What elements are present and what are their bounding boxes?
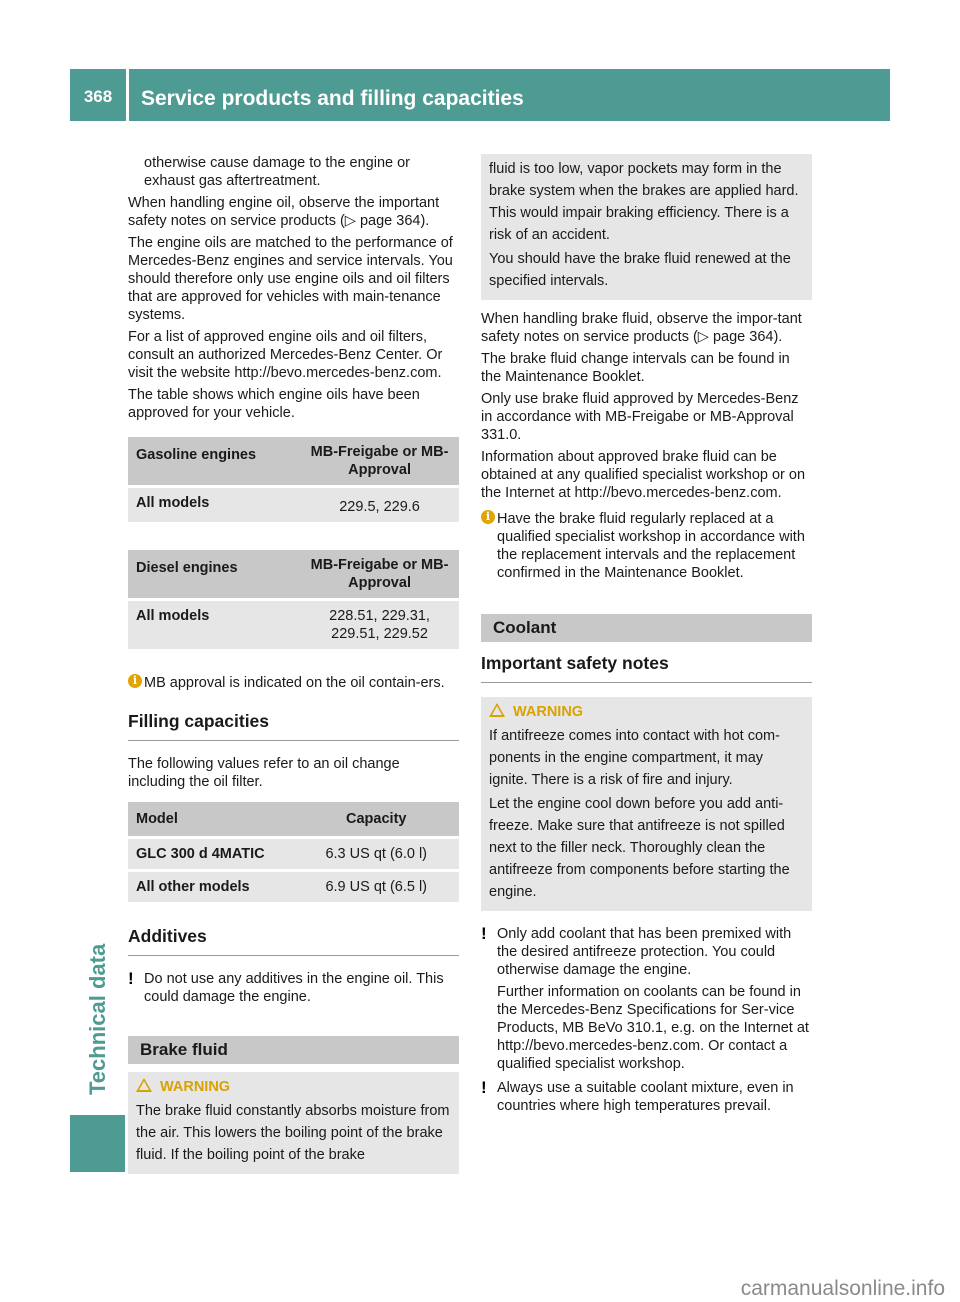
warning-text: Let the engine cool down before you add anti-freeze. Make sure that antifreeze is not spilled next to the filler neck. Thoroughly clean the antifreeze from components before starting the engine. bbox=[489, 796, 790, 900]
table-row bbox=[128, 872, 459, 902]
coolant-band: Coolant bbox=[481, 614, 812, 642]
filling-capacities-heading: Filling capacities bbox=[128, 710, 459, 741]
gasoline-approval-table bbox=[128, 434, 459, 525]
caution-note-text: Only add coolant that has been premixed with the desired antifreeze protection. You could otherwise damage the engine. bbox=[497, 926, 792, 978]
right-column bbox=[481, 154, 812, 1115]
table-cell: 228.51, 229.31, 229.51, 229.52 bbox=[300, 601, 459, 649]
paragraph: The table shows which engine oils have been approved for your vehicle. bbox=[128, 387, 420, 421]
diesel-approval-table bbox=[128, 547, 459, 652]
warning-triangle-icon bbox=[489, 703, 505, 717]
table-header-cell: Gasoline engines bbox=[128, 437, 300, 485]
table-cell: GLC 300 d 4MATIC bbox=[128, 839, 294, 869]
brake-fluid-band: Brake fluid bbox=[128, 1036, 459, 1064]
paragraph: When handling brake fluid, observe the impor-tant safety notes on service products (▷ page 364). bbox=[481, 311, 802, 345]
exclamation-icon: ! bbox=[481, 924, 487, 943]
table-cell: All other models bbox=[128, 872, 294, 902]
table-cell: 6.9 US qt (6.5 l) bbox=[294, 872, 460, 902]
caution-note bbox=[481, 925, 812, 1073]
warning-label: WARNING bbox=[513, 704, 584, 720]
caution-note bbox=[128, 970, 459, 1006]
table-header-cell: MB-Freigabe or MB-Approval bbox=[300, 437, 459, 485]
table-cell: 6.3 US qt (6.0 l) bbox=[294, 839, 460, 869]
coolant-warning-box bbox=[481, 697, 812, 911]
paragraph: Information about approved brake fluid can be obtained at any qualified specialist workshop or on the Internet at http://bevo.mercedes-benz.com. bbox=[481, 449, 806, 501]
warning-text: You should have the brake fluid renewed at the specified intervals. bbox=[489, 251, 791, 289]
table-row bbox=[128, 839, 459, 869]
info-icon: i bbox=[481, 510, 495, 524]
info-icon: i bbox=[128, 674, 142, 688]
table-header-cell: Model bbox=[128, 802, 294, 836]
caution-note-text: Do not use any additives in the engine oil. This could damage the engine. bbox=[144, 971, 444, 1005]
paragraph: When handling engine oil, observe the important safety notes on service products (▷ page 364). bbox=[128, 195, 440, 229]
paragraph: The engine oils are matched to the performance of Mercedes-Benz engines and service intervals. You should therefore only use engine oils and oil filters that are approved for vehicles with main-tenance systems. bbox=[128, 235, 453, 323]
page-number: 368 bbox=[83, 87, 113, 106]
table-header-cell: Capacity bbox=[294, 802, 460, 836]
brake-warning-continued-box bbox=[481, 154, 812, 300]
important-safety-notes-heading: Important safety notes bbox=[481, 652, 812, 683]
side-section-label: Technical data bbox=[85, 943, 110, 1095]
table-header-cell: MB-Freigabe or MB-Approval bbox=[300, 550, 459, 598]
paragraph: For a list of approved engine oils and oil filters, consult an authorized Mercedes-Benz Center. Or visit the website http://bevo.mercedes-benz.com. bbox=[128, 329, 443, 381]
brake-warning-box bbox=[128, 1072, 459, 1174]
info-note-text: Have the brake fluid regularly replaced at a qualified specialist workshop in accordance with the replacement intervals and the replacement confirmed in the Maintenance Booklet. bbox=[497, 511, 805, 581]
paragraph: The brake fluid change intervals can be found in the Maintenance Booklet. bbox=[481, 351, 790, 385]
table-cell: All models bbox=[128, 488, 300, 522]
watermark: carmanualsonline.info bbox=[740, 1277, 945, 1300]
info-note-text: MB approval is indicated on the oil contain-ers. bbox=[144, 675, 445, 691]
exclamation-icon: ! bbox=[481, 1078, 487, 1097]
table-header-cell: Diesel engines bbox=[128, 550, 300, 598]
caution-note-text: Further information on coolants can be found in the Mercedes-Benz Specifications for Ser-vice Products, MB BeVo 310.1, e.g. on the Internet at http://bevo.mercedes-benz.com. Or contact a qualified specialist workshop. bbox=[497, 984, 809, 1072]
additives-heading: Additives bbox=[128, 925, 459, 956]
paragraph: Only use brake fluid approved by Mercedes-Benz in accordance with MB-Freigabe or MB-Approval 331.0. bbox=[481, 391, 799, 443]
info-note bbox=[128, 674, 459, 692]
side-tab bbox=[70, 1115, 125, 1172]
paragraph: otherwise cause damage to the engine or exhaust gas aftertreatment. bbox=[144, 155, 411, 189]
warning-heading bbox=[136, 1078, 451, 1096]
warning-heading bbox=[489, 703, 804, 721]
exclamation-icon: ! bbox=[128, 969, 134, 988]
warning-text: If antifreeze comes into contact with hot com-ponents in the engine compartment, it may ignite. There is a risk of fire and injury. bbox=[489, 728, 780, 788]
left-column bbox=[128, 154, 459, 1174]
paragraph: The following values refer to an oil change including the oil filter. bbox=[128, 756, 400, 790]
table-cell: 229.5, 229.6 bbox=[300, 488, 459, 522]
warning-text: fluid is too low, vapor pockets may form in the brake system when the brakes are applied hard. This would impair braking efficiency. There is a risk of an accident. bbox=[489, 161, 799, 243]
capacity-table bbox=[128, 799, 459, 905]
table-cell: All models bbox=[128, 601, 300, 649]
warning-text: The brake fluid constantly absorbs moisture from the air. This lowers the boiling point of the brake fluid. If the boiling point of the brake bbox=[136, 1103, 450, 1163]
page-title: Service products and filling capacities bbox=[141, 87, 524, 110]
info-note bbox=[481, 510, 812, 582]
caution-note bbox=[481, 1079, 812, 1115]
header-divider bbox=[126, 69, 129, 121]
warning-label: WARNING bbox=[160, 1079, 231, 1095]
warning-triangle-icon bbox=[136, 1078, 152, 1092]
caution-note-text: Always use a suitable coolant mixture, even in countries where high temperatures prevail. bbox=[497, 1080, 794, 1114]
